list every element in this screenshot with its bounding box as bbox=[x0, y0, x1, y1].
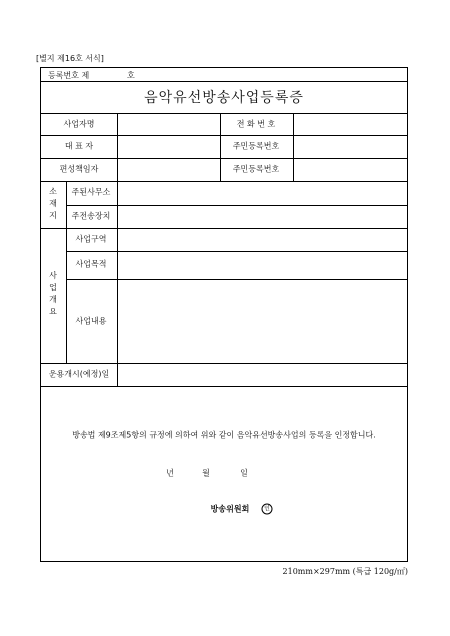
divider bbox=[66, 181, 67, 363]
divider bbox=[41, 113, 407, 114]
divider bbox=[220, 113, 221, 181]
form-number-label: [별지 제16호 서식] bbox=[36, 54, 104, 63]
business-name-label: 사업자명 bbox=[63, 119, 95, 129]
divider bbox=[117, 181, 118, 363]
business-purpose-label: 사업목적 bbox=[75, 259, 107, 269]
registration-number-suffix: 호 bbox=[127, 71, 135, 80]
business-content-label: 사업내용 bbox=[75, 316, 107, 326]
divider bbox=[41, 363, 407, 364]
business-area-label: 사업구역 bbox=[75, 234, 107, 244]
registration-number-prefix: 등록번호 제 bbox=[48, 71, 90, 80]
divider bbox=[41, 228, 407, 229]
main-office-label: 주된사무소 bbox=[71, 187, 111, 197]
date-day: 일 bbox=[240, 468, 248, 478]
seal-mark: 인 bbox=[262, 504, 273, 515]
location-group-label: 소재지 bbox=[49, 187, 57, 220]
divider bbox=[117, 113, 118, 181]
divider bbox=[41, 81, 407, 82]
certification-statement: 방송법 제9조제5항의 규정에 의하여 위와 같이 음악유선방송사업의 등록을 인정합니다. bbox=[72, 430, 376, 440]
certificate-form bbox=[40, 67, 408, 562]
divider bbox=[41, 386, 407, 387]
divider bbox=[41, 158, 407, 159]
official-seal bbox=[262, 504, 273, 515]
business-overview-label: 사업개요 bbox=[49, 271, 57, 316]
divider bbox=[293, 113, 294, 181]
divider bbox=[41, 181, 407, 182]
page-title: 음악유선방송사업등록증 bbox=[144, 90, 304, 106]
headend-label: 주전송장치 bbox=[71, 211, 111, 221]
resident-number-label: 주민등록번호 bbox=[232, 141, 280, 151]
date-year: 년 bbox=[166, 468, 174, 478]
phone-label: 전 화 번 호 bbox=[236, 119, 276, 129]
paper-spec: 210mm×297mm (특급 120g/㎡) bbox=[282, 567, 408, 576]
program-manager-label: 편성책임자 bbox=[59, 164, 99, 174]
divider bbox=[41, 135, 407, 136]
representative-label: 대 표 자 bbox=[64, 141, 94, 151]
issuer-name: 방송위원회 bbox=[210, 504, 250, 514]
date-month: 월 bbox=[202, 468, 210, 478]
operation-start-label: 운용개시(예정)일 bbox=[48, 369, 110, 379]
resident-number-label: 주민등록번호 bbox=[232, 164, 280, 174]
divider bbox=[117, 363, 118, 386]
